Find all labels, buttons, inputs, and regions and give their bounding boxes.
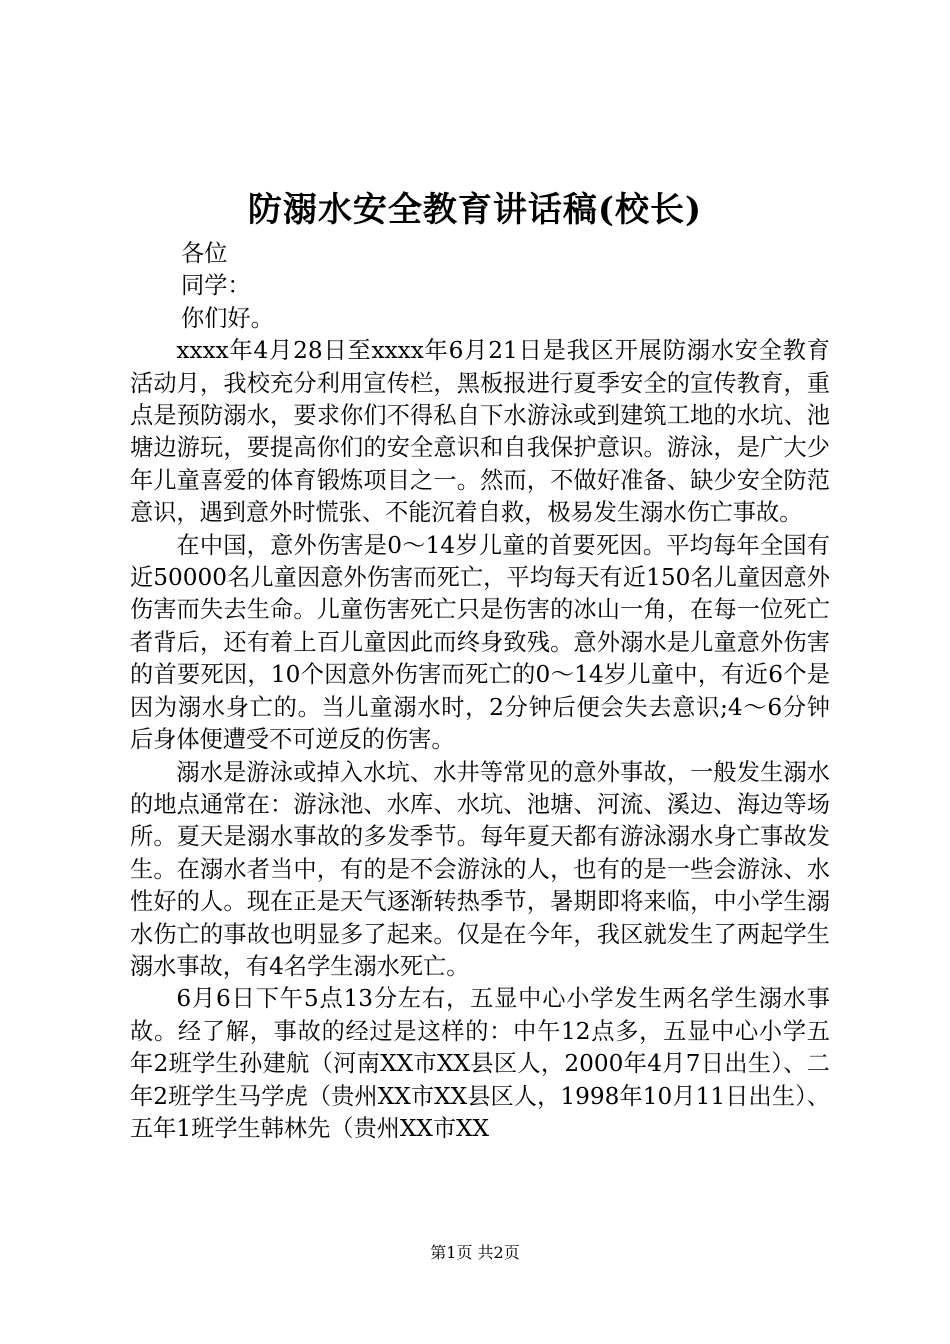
document-body (130, 238, 830, 1145)
paragraph-4: 6月6日下午5点13分左右，五显中心小学发生两名学生溺水事故。经了解，事故的经过是这样的：中午12点多，五显中心小学五年2班学生孙建航（河南XX市XX县区人，2000年4月7日出生）、二年2班学生马学虎（贵州XX市XX县区人，1998年10月11日出生）、五年1班学生韩林先（贵州XX市XX (130, 985, 830, 1142)
document-title: 防溺水安全教育讲话稿(校长) (247, 190, 703, 230)
paragraph-3: 溺水是游泳或掉入水坑、水井等常见的意外事故，一般发生溺水的地点通常在：游泳池、水库、水坑、池塘、河流、溪边、海边等场所。夏天是溺水事故的多发季节。每年夏天都有游泳溺水身亡事故发生。在溺水者当中，有的是不会游泳的人，也有的是一些会游泳、水性好的人。现在正是天气逐渐转热季节，暑期即将来临，中小学生溺水伤亡的事故也明显多了起来。仅是在今年，我区就发生了两起学生溺水事故，有4名学生溺水死亡。 (130, 758, 830, 980)
greeting-line-3: 你们好。 (181, 304, 274, 332)
greeting-line-1: 各位 (181, 240, 228, 267)
page-number-footer: 第1页 共2页 (430, 1243, 520, 1262)
paragraph-1: xxxx年4月28日至xxxx年6月21日是我区开展防溺水安全教育活动月，我校充分利用宣传栏，黑板报进行夏季安全的宣传教育，重点是预防溺水，要求你们不得私自下水游泳或到建筑工地的水坑、池塘边游玩，要提高你们的安全意识和自我保护意识。游泳，是广大少年儿童喜爱的体育锻炼项目之一。然而，不做好准备、缺少安全防范意识，遇到意外时慌张、不能沉着自救，极易发生溺水伤亡事故。 (130, 337, 830, 527)
greeting-line-2: 同学： (181, 272, 251, 300)
paragraph-2: 在中国，意外伤害是0～14岁儿童的首要死因。平均每年全国有近50000名儿童因意外伤害而死亡，平均每天有近150名儿童因意外伤害而失去生命。儿童伤害死亡只是伤害的冰山一角，在每一位死亡者背后，还有着上百儿童因此而终身致残。意外溺水是儿童意外伤害的首要死因，10个因意外伤害而死亡的0～14岁儿童中，有近6个是因为溺水身亡的。当儿童溺水时，2分钟后便会失去意识;4～6分钟后身体便遭受不可逆反的伤害。 (130, 531, 830, 754)
